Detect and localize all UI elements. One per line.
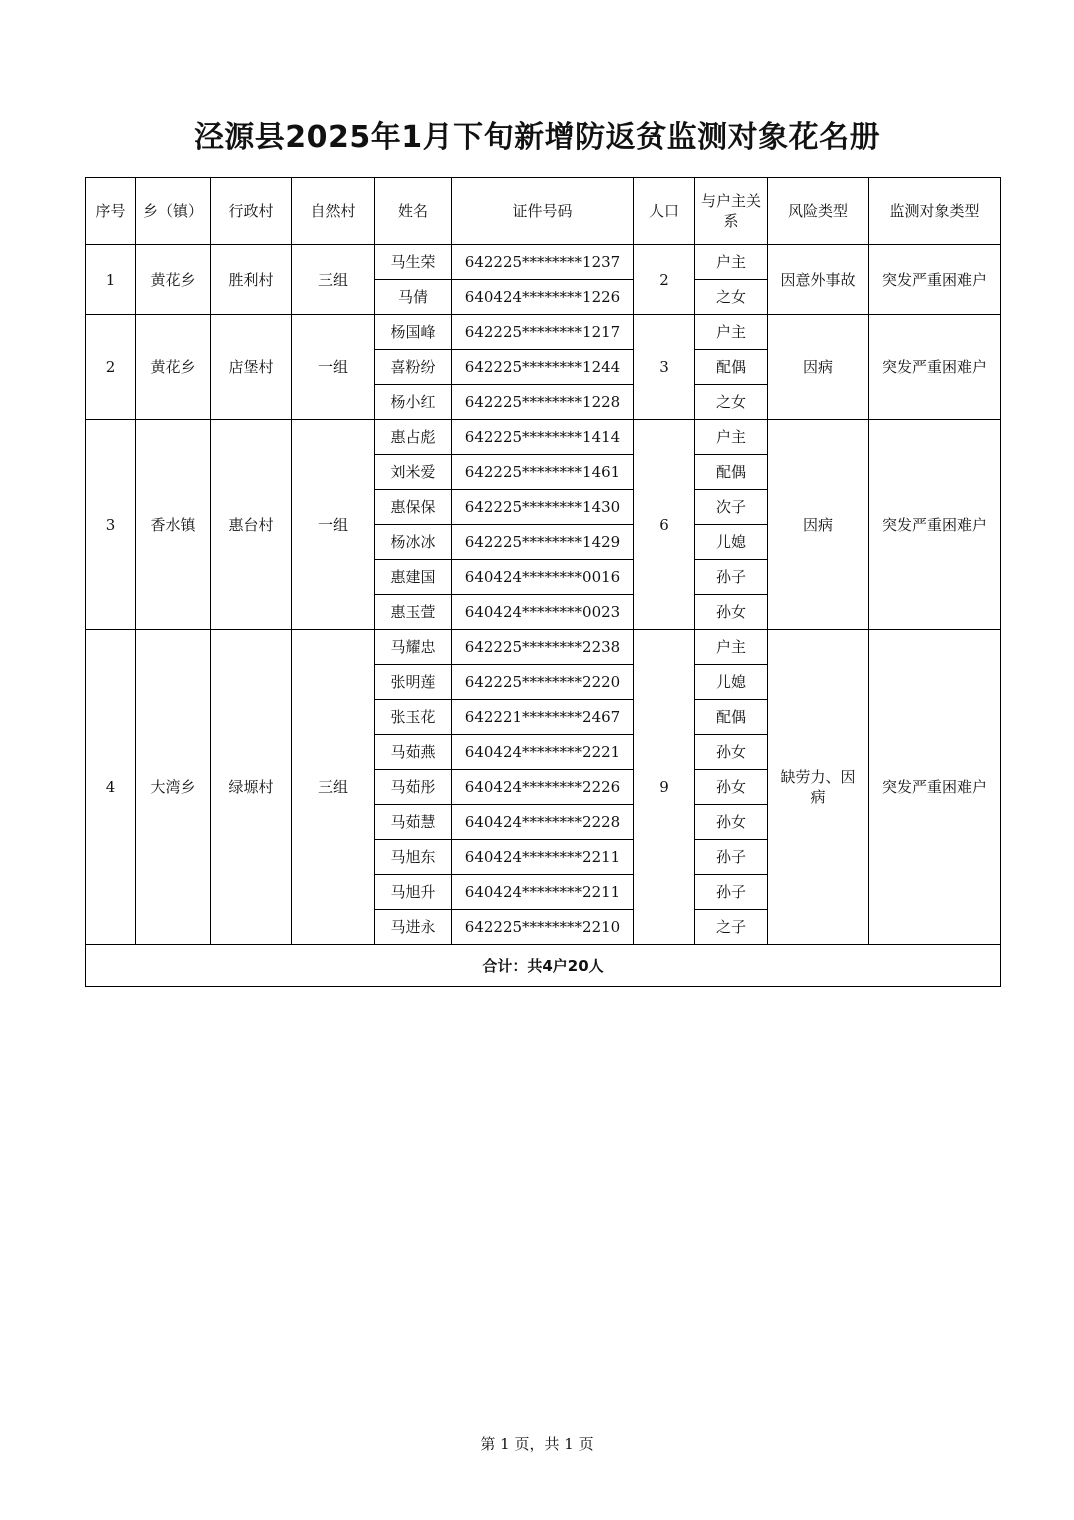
household-natural-village: 三组 bbox=[292, 245, 375, 315]
member-name: 马倩 bbox=[375, 280, 452, 315]
member-relation: 孙女 bbox=[695, 805, 768, 840]
household-seq: 1 bbox=[86, 245, 136, 315]
household-admin-village: 绿塬村 bbox=[211, 630, 292, 945]
header-name: 姓名 bbox=[375, 178, 452, 245]
member-id-number: 642225********1228 bbox=[452, 385, 634, 420]
header-row bbox=[86, 178, 1001, 245]
member-relation: 孙女 bbox=[695, 735, 768, 770]
member-name: 惠占彪 bbox=[375, 420, 452, 455]
header-seq: 序号 bbox=[86, 178, 136, 245]
household-seq: 4 bbox=[86, 630, 136, 945]
member-relation: 户主 bbox=[695, 420, 768, 455]
member-name: 马茹燕 bbox=[375, 735, 452, 770]
member-id-number: 642225********2238 bbox=[452, 630, 634, 665]
household-population: 2 bbox=[634, 245, 695, 315]
table-row bbox=[86, 630, 1001, 665]
household-risk-type: 缺劳力、因病 bbox=[768, 630, 869, 945]
household-township: 大湾乡 bbox=[136, 630, 211, 945]
member-relation: 配偶 bbox=[695, 455, 768, 490]
member-id-number: 640424********1226 bbox=[452, 280, 634, 315]
member-name: 杨小红 bbox=[375, 385, 452, 420]
member-name: 马茹慧 bbox=[375, 805, 452, 840]
member-relation: 配偶 bbox=[695, 350, 768, 385]
member-id-number: 642225********1430 bbox=[452, 490, 634, 525]
member-id-number: 642225********2220 bbox=[452, 665, 634, 700]
member-relation: 之女 bbox=[695, 385, 768, 420]
table-row bbox=[86, 315, 1001, 350]
member-name: 马耀忠 bbox=[375, 630, 452, 665]
member-relation: 孙子 bbox=[695, 875, 768, 910]
header-admin-village: 行政村 bbox=[211, 178, 292, 245]
member-name: 张玉花 bbox=[375, 700, 452, 735]
member-id-number: 642225********1217 bbox=[452, 315, 634, 350]
member-name: 刘米爱 bbox=[375, 455, 452, 490]
member-name: 惠建国 bbox=[375, 560, 452, 595]
member-relation: 次子 bbox=[695, 490, 768, 525]
member-id-number: 642221********2467 bbox=[452, 700, 634, 735]
header-monitor-type: 监测对象类型 bbox=[869, 178, 1001, 245]
household-admin-village: 胜利村 bbox=[211, 245, 292, 315]
header-relation: 与户主关系 bbox=[695, 178, 768, 245]
roster-body bbox=[86, 245, 1001, 945]
member-name: 惠保保 bbox=[375, 490, 452, 525]
member-id-number: 640424********0016 bbox=[452, 560, 634, 595]
member-relation: 配偶 bbox=[695, 700, 768, 735]
roster-table bbox=[85, 177, 1001, 987]
member-relation: 户主 bbox=[695, 315, 768, 350]
page-footer: 第 1 页，共 1 页 bbox=[480, 1435, 594, 1453]
household-monitor-type: 突发严重困难户 bbox=[869, 315, 1001, 420]
member-name: 马茹彤 bbox=[375, 770, 452, 805]
member-relation: 儿媳 bbox=[695, 525, 768, 560]
member-relation: 户主 bbox=[695, 630, 768, 665]
household-population: 6 bbox=[634, 420, 695, 630]
household-seq: 3 bbox=[86, 420, 136, 630]
household-risk-type: 因意外事故 bbox=[768, 245, 869, 315]
household-natural-village: 一组 bbox=[292, 420, 375, 630]
member-relation: 孙女 bbox=[695, 770, 768, 805]
member-relation: 之子 bbox=[695, 910, 768, 945]
member-name: 杨冰冰 bbox=[375, 525, 452, 560]
table-row bbox=[86, 245, 1001, 280]
header-id-number: 证件号码 bbox=[452, 178, 634, 245]
household-risk-type: 因病 bbox=[768, 420, 869, 630]
member-id-number: 640424********0023 bbox=[452, 595, 634, 630]
member-name: 马旭升 bbox=[375, 875, 452, 910]
member-name: 张明莲 bbox=[375, 665, 452, 700]
member-id-number: 640424********2228 bbox=[452, 805, 634, 840]
member-relation: 户主 bbox=[695, 245, 768, 280]
household-population: 9 bbox=[634, 630, 695, 945]
member-id-number: 640424********2221 bbox=[452, 735, 634, 770]
household-admin-village: 惠台村 bbox=[211, 420, 292, 630]
member-id-number: 640424********2226 bbox=[452, 770, 634, 805]
member-name: 马进永 bbox=[375, 910, 452, 945]
table-row bbox=[86, 420, 1001, 455]
member-id-number: 642225********1461 bbox=[452, 455, 634, 490]
header-natural-village: 自然村 bbox=[292, 178, 375, 245]
member-relation: 孙女 bbox=[695, 595, 768, 630]
header-population: 人口 bbox=[634, 178, 695, 245]
household-risk-type: 因病 bbox=[768, 315, 869, 420]
household-monitor-type: 突发严重困难户 bbox=[869, 245, 1001, 315]
household-township: 黄花乡 bbox=[136, 315, 211, 420]
document-title: 泾源县2025年1月下旬新增防返贫监测对象花名册 bbox=[193, 120, 881, 155]
member-name: 马旭东 bbox=[375, 840, 452, 875]
household-natural-village: 一组 bbox=[292, 315, 375, 420]
total-row bbox=[86, 945, 1001, 987]
member-id-number: 642225********1244 bbox=[452, 350, 634, 385]
member-name: 马生荣 bbox=[375, 245, 452, 280]
household-admin-village: 店堡村 bbox=[211, 315, 292, 420]
member-id-number: 642225********1414 bbox=[452, 420, 634, 455]
member-id-number: 642225********1429 bbox=[452, 525, 634, 560]
member-id-number: 640424********2211 bbox=[452, 875, 634, 910]
household-township: 香水镇 bbox=[136, 420, 211, 630]
member-relation: 孙子 bbox=[695, 840, 768, 875]
household-township: 黄花乡 bbox=[136, 245, 211, 315]
member-relation: 孙子 bbox=[695, 560, 768, 595]
household-population: 3 bbox=[634, 315, 695, 420]
household-monitor-type: 突发严重困难户 bbox=[869, 630, 1001, 945]
total-summary: 合计：共4户20人 bbox=[86, 945, 1001, 987]
member-id-number: 640424********2211 bbox=[452, 840, 634, 875]
header-township: 乡（镇） bbox=[136, 178, 211, 245]
household-natural-village: 三组 bbox=[292, 630, 375, 945]
member-name: 喜粉纷 bbox=[375, 350, 452, 385]
member-id-number: 642225********2210 bbox=[452, 910, 634, 945]
member-relation: 儿媳 bbox=[695, 665, 768, 700]
member-id-number: 642225********1237 bbox=[452, 245, 634, 280]
household-seq: 2 bbox=[86, 315, 136, 420]
household-monitor-type: 突发严重困难户 bbox=[869, 420, 1001, 630]
member-relation: 之女 bbox=[695, 280, 768, 315]
member-name: 杨国峰 bbox=[375, 315, 452, 350]
header-risk-type: 风险类型 bbox=[768, 178, 869, 245]
member-name: 惠玉萱 bbox=[375, 595, 452, 630]
